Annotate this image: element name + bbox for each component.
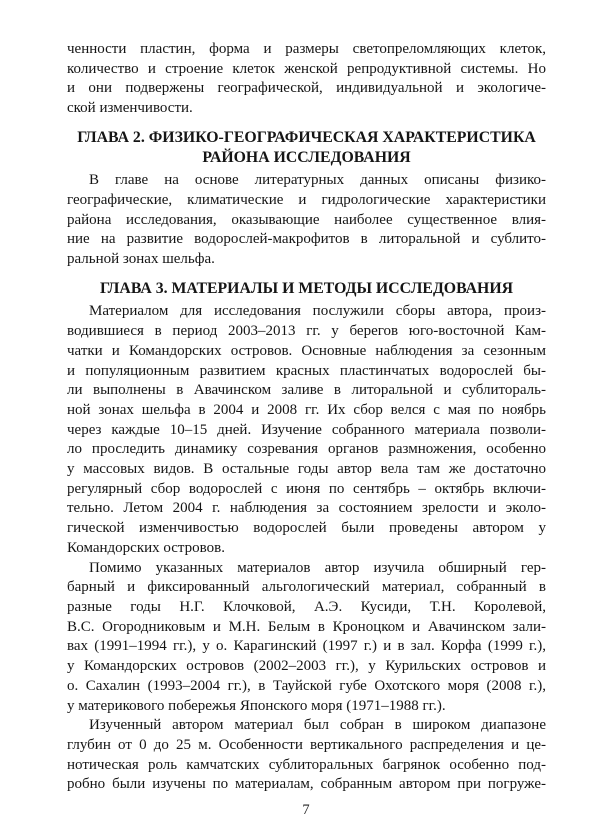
text-line: у массовых видов. В остальные годы автор вела там же достаточно (67, 461, 546, 478)
chapter-2-heading (67, 128, 546, 167)
text-line: географические, климатические и гидрологические характеристики (67, 191, 546, 208)
text-line: у материкового побережья Японского моря (1971–1988 гг.). (67, 697, 446, 714)
chapter-2-summary-paragraph (67, 171, 546, 270)
text-line: ральной зонах шельфа. (67, 251, 215, 268)
text-line: Помимо указанных материалов автор изучила обширный гер- (89, 559, 546, 576)
text-line: В главе на основе литературных данных описаны физико- (89, 172, 546, 189)
text-line: ной зонах шельфа в 2004 и 2008 гг. Их сбор велся с мая по ноябрь (67, 401, 546, 418)
continuation-paragraph (67, 40, 546, 119)
page-content (67, 40, 546, 795)
heading-line: ГЛАВА 3. МАТЕРИАЛЫ И МЕТОДЫ ИССЛЕДОВАНИЯ (99, 279, 514, 297)
text-line: Командорских островов. (67, 539, 225, 556)
materials-paragraph (67, 302, 546, 558)
text-line: ченности пластин, форма и размеры светопреломляющих клеток, (67, 41, 546, 57)
text-line: гической изменчивостью водорослей были проведены автором у (67, 520, 546, 537)
text-line: и популяционным развитием красных пластинчатых водорослей бы- (67, 362, 546, 379)
text-line: ской изменчивости. (67, 100, 193, 117)
text-line: робно были изучены по материалам, собранным автором при погруже- (67, 776, 546, 793)
text-line: ние на развитие водорослей-макрофитов в литоральной и сублито- (67, 231, 546, 248)
text-line: тельно. Летом 2004 г. наблюдения за состоянием зрелости и эколо- (67, 500, 546, 517)
page-number: 7 (302, 802, 310, 818)
text-line: и они подвержены географической, индивидуальной и экологиче- (67, 80, 546, 97)
text-line: Материалом для исследования послужили сборы автора, произ- (89, 303, 546, 320)
text-line: В.С. Огородниковым и М.Н. Белым в Кроноцком и Авачинском зали- (67, 618, 546, 635)
text-line: у Командорских островов (2002–2003 гг.), у Курильских островов и (67, 658, 546, 675)
text-line: чатки и Командорских островов. Основные наблюдения за сезонным (67, 342, 546, 359)
text-line: глубин от 0 до 25 м. Особенности вертикального распределения и це- (67, 736, 546, 753)
text-line: водившиеся в период 2003–2013 гг. у берегов юго-восточной Кам- (67, 323, 546, 340)
text-line: барный и фиксированный альгологический материал, собранный в (67, 579, 546, 596)
text-line: количество и строение клеток женской репродуктивной системы. Но (67, 60, 546, 77)
text-line: Изученный автором материал был собран в широком диапазоне (89, 717, 546, 734)
depth-range-paragraph (67, 716, 546, 795)
herbarium-paragraph (67, 559, 546, 717)
text-line: о. Сахалин (1993–2004 гг.), в Тауйской губе Охотского моря (2008 г.), (67, 677, 546, 694)
text-line: через каждые 10–15 дней. Изучение собранного материала позволи- (67, 421, 546, 438)
heading-line: РАЙОНА ИССЛЕДОВАНИЯ (202, 148, 411, 166)
text-line: разные годы Н.Г. Клочковой, А.Э. Кусиди, Т.Н. Королевой, (67, 598, 546, 615)
text-line: регулярный сбор водорослей с июня по сентябрь – октябрь включи- (67, 480, 546, 497)
text-line: района исследования, оказывающие наиболее существенное влия- (67, 211, 546, 228)
text-line: ло проследить динамику созревания органов размножения, особенно (67, 441, 546, 458)
text-line: вах (1991–1994 гг.), у о. Карагинский (1997 г.) и в зал. Корфа (1999 г.), (67, 638, 546, 655)
chapter-3-heading (67, 279, 546, 299)
heading-line: ГЛАВА 2. ФИЗИКО-ГЕОГРАФИЧЕСКАЯ ХАРАКТЕРИСТИКА (77, 128, 536, 146)
text-line: ли выполнены в Авачинском заливе в литоральной и сублитораль- (67, 382, 546, 399)
text-line: нотическая роль камчатских сублиторальных багрянок особенно под- (67, 756, 546, 773)
